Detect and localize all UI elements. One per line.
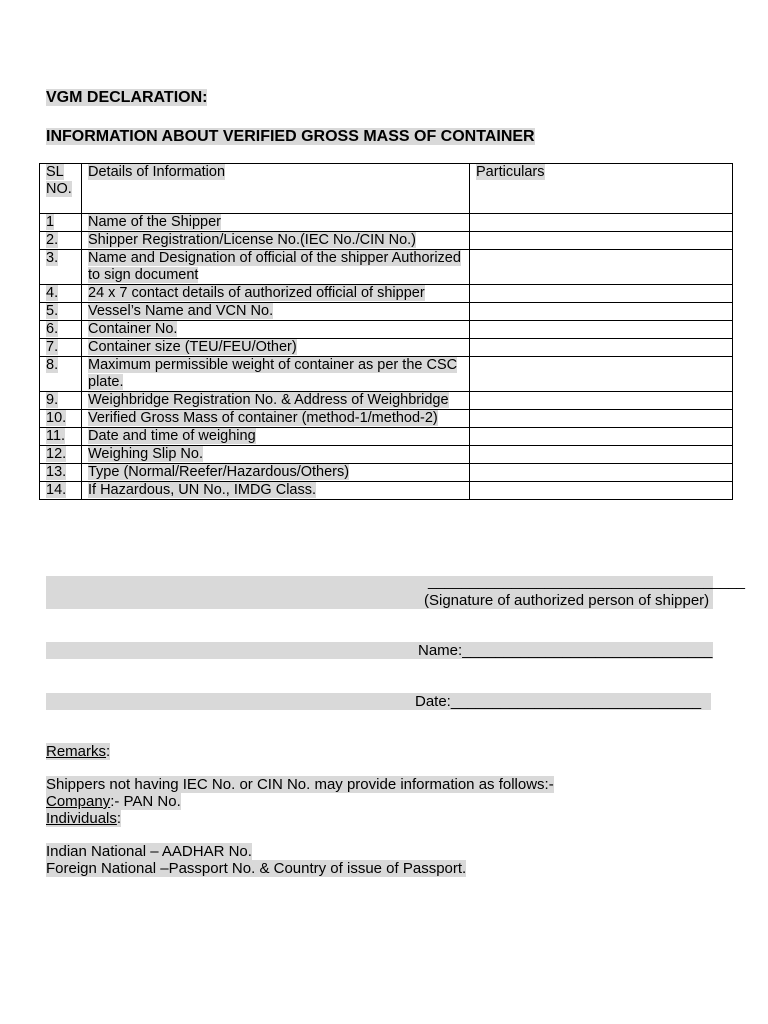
- remarks-indian: [46, 843, 252, 860]
- table-row: [40, 446, 733, 464]
- sl-cell: [40, 232, 82, 250]
- name-field: [418, 642, 712, 659]
- table-row: [40, 214, 733, 232]
- date-field: [415, 693, 701, 710]
- sl-cell: [40, 392, 82, 410]
- sl-number: 4.: [46, 285, 59, 301]
- date-label: Date:: [415, 693, 451, 710]
- name-line: ______________________________: [462, 642, 713, 659]
- sl-number: 13.: [46, 464, 67, 480]
- particulars-cell[interactable]: [470, 339, 733, 357]
- header-details-text: Details of Information: [88, 164, 226, 180]
- particulars-cell[interactable]: [470, 285, 733, 303]
- remarks-foreign: [46, 860, 466, 877]
- particulars-cell[interactable]: [470, 392, 733, 410]
- sl-cell: [40, 303, 82, 321]
- remarks-colon: :: [106, 743, 111, 760]
- table-row: [40, 285, 733, 303]
- sl-cell: [40, 410, 82, 428]
- details-cell: [82, 446, 470, 464]
- section-title: [46, 127, 535, 147]
- details-cell: [82, 339, 470, 357]
- company-value: :- PAN No.: [110, 793, 181, 810]
- sl-cell: [40, 214, 82, 232]
- details-cell: [82, 285, 470, 303]
- table-header-row: [40, 164, 733, 214]
- sl-number: 12.: [46, 446, 67, 462]
- header-cell-details: [82, 164, 470, 214]
- details-text: Container No.: [88, 321, 178, 337]
- sl-number: 3.: [46, 250, 59, 266]
- sl-number: 9.: [46, 392, 59, 408]
- sl-cell: [40, 321, 82, 339]
- remarks-company-inner: [46, 793, 181, 810]
- sl-number: 11.: [46, 428, 66, 444]
- name-label: Name:: [418, 642, 463, 659]
- particulars-cell[interactable]: [470, 428, 733, 446]
- vgm-table: [39, 163, 733, 500]
- sl-cell: [40, 250, 82, 285]
- remarks-heading-inner: [46, 743, 110, 760]
- section-title-text: INFORMATION ABOUT VERIFIED GROSS MASS OF CONTAINER: [46, 128, 535, 145]
- sl-cell: [40, 428, 82, 446]
- particulars-cell[interactable]: [470, 482, 733, 500]
- sl-number: 1: [46, 214, 55, 230]
- individuals-colon: :: [116, 810, 122, 827]
- sl-number: 14.: [46, 482, 67, 498]
- details-cell: [82, 214, 470, 232]
- table-row: [40, 428, 733, 446]
- sl-number: 5.: [46, 303, 59, 319]
- sl-number: 8.: [46, 357, 59, 373]
- sl-cell: [40, 464, 82, 482]
- remarks-intro-text: Shippers not having IEC No. or CIN No. may provide information as follows:-: [46, 776, 554, 793]
- table-row: [40, 464, 733, 482]
- remarks-individuals-inner: [46, 810, 121, 827]
- particulars-cell[interactable]: [470, 321, 733, 339]
- details-text: Date and time of weighing: [88, 428, 256, 444]
- sl-number: 7.: [46, 339, 59, 355]
- remarks-foreign-text: Foreign National –Passport No. & Country of issue of Passport.: [46, 860, 467, 877]
- particulars-cell[interactable]: [470, 446, 733, 464]
- remarks-indian-text: Indian National – AADHAR No.: [46, 843, 252, 860]
- details-cell: [82, 428, 470, 446]
- table-row: [40, 392, 733, 410]
- table-row: [40, 303, 733, 321]
- sl-cell: [40, 446, 82, 464]
- details-text: Weighing Slip No.: [88, 446, 203, 462]
- details-cell: [82, 464, 470, 482]
- particulars-cell[interactable]: [470, 303, 733, 321]
- header-particulars-text: Particulars: [476, 164, 545, 180]
- details-text: Verified Gross Mass of container (method-1/method-2): [88, 410, 438, 426]
- details-text: Name of the Shipper: [88, 214, 221, 230]
- table-row: [40, 410, 733, 428]
- page-title: [46, 88, 207, 108]
- particulars-cell[interactable]: [470, 464, 733, 482]
- particulars-cell[interactable]: [470, 410, 733, 428]
- details-text: Container size (TEU/FEU/Other): [88, 339, 297, 355]
- header-cell-particulars: [470, 164, 733, 214]
- details-cell: [82, 303, 470, 321]
- header-sl-text: SL NO.: [46, 164, 72, 197]
- company-label: Company: [46, 793, 111, 810]
- sl-number: 10.: [46, 410, 67, 426]
- details-text: Vessel’s Name and VCN No.: [88, 303, 274, 319]
- sl-cell: [40, 285, 82, 303]
- remarks-company: [46, 793, 181, 810]
- sl-cell: [40, 357, 82, 392]
- table-row: [40, 232, 733, 250]
- table-row: [40, 250, 733, 285]
- remarks-heading: [46, 743, 110, 760]
- table-row: [40, 339, 733, 357]
- details-cell: [82, 392, 470, 410]
- details-text: 24 x 7 contact details of authorized official of shipper: [88, 285, 425, 301]
- particulars-cell[interactable]: [470, 250, 733, 285]
- particulars-cell[interactable]: [470, 214, 733, 232]
- details-text: Type (Normal/Reefer/Hazardous/Others): [88, 464, 350, 480]
- individuals-label: Individuals: [46, 810, 117, 827]
- details-text: Shipper Registration/License No.(IEC No./CIN No.): [88, 232, 416, 248]
- details-cell: [82, 250, 470, 285]
- table-row: [40, 482, 733, 500]
- table-row: [40, 357, 733, 392]
- details-text: Maximum permissible weight of container as per the CSC plate.: [88, 357, 458, 390]
- details-cell: [82, 321, 470, 339]
- remarks-title: Remarks: [46, 743, 107, 760]
- signature-caption: (Signature of authorized person of shipper): [424, 592, 710, 609]
- details-cell: [82, 232, 470, 250]
- details-text: If Hazardous, UN No., IMDG Class.: [88, 482, 317, 498]
- particulars-cell[interactable]: [470, 232, 733, 250]
- page-title-text: VGM DECLARATION:: [46, 89, 208, 106]
- sl-number: 6.: [46, 321, 59, 337]
- table-row: [40, 321, 733, 339]
- details-cell: [82, 482, 470, 500]
- date-line: ______________________________: [450, 693, 702, 710]
- details-text: Weighbridge Registration No. & Address of Weighbridge: [88, 392, 449, 408]
- signature-line: ______________________________________: [428, 573, 746, 590]
- sl-cell: [40, 339, 82, 357]
- details-cell: [82, 357, 470, 392]
- header-cell-sl: [40, 164, 82, 214]
- sl-number: 2.: [46, 232, 59, 248]
- sl-cell: [40, 482, 82, 500]
- remarks-individuals: [46, 810, 121, 827]
- particulars-cell[interactable]: [470, 357, 733, 392]
- details-text: Name and Designation of official of the shipper Authorized to sign document: [88, 250, 461, 283]
- remarks-intro: [46, 776, 554, 793]
- details-cell: [82, 410, 470, 428]
